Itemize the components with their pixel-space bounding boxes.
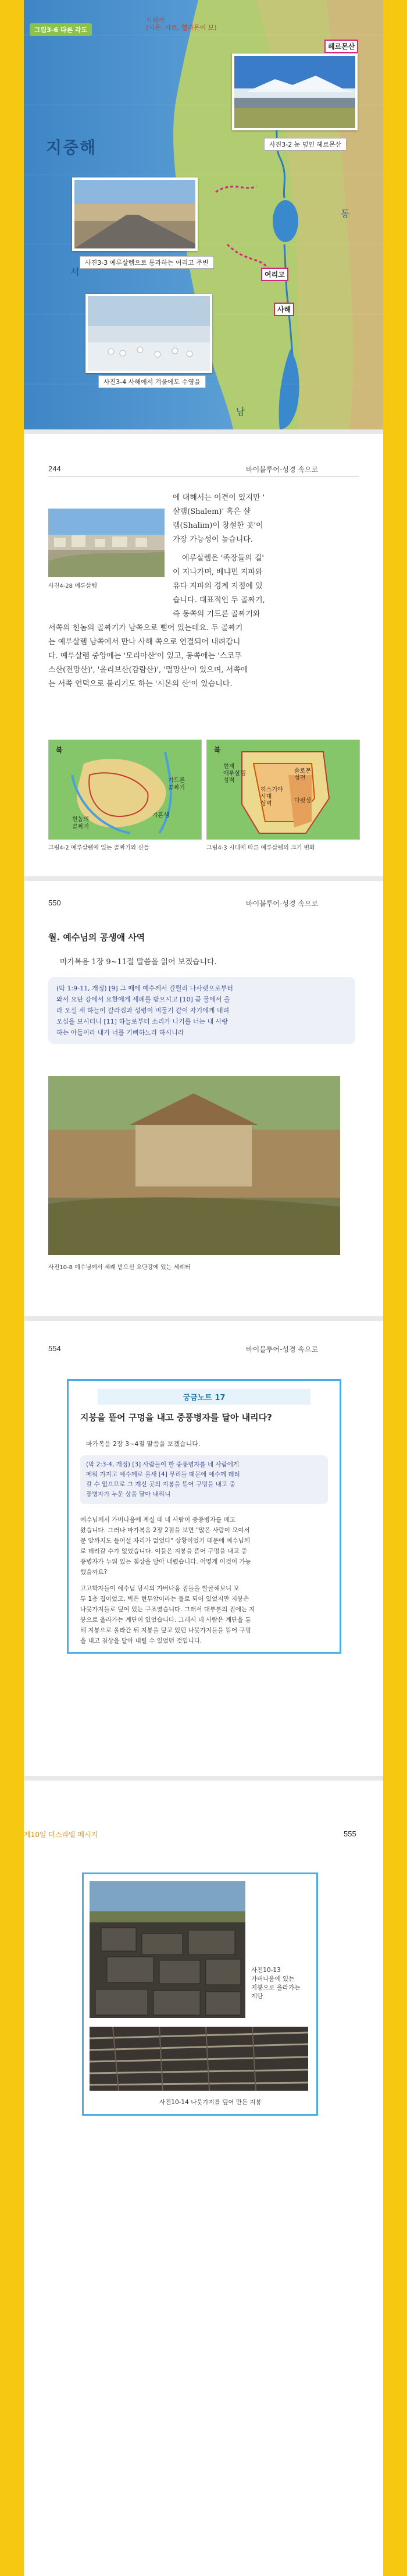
page-554 [24,1321,383,1776]
figure-label: 히스기야 시대 성벽 [260,787,283,807]
curiosity-note [67,1379,341,1654]
compass-south: 남 [236,406,245,417]
page-550 [24,881,383,1316]
galilee-caption: 사진3-4 사해에서 겨울에도 수영을 [98,375,206,388]
page-number: 554 [48,1344,61,1353]
baptism-site-photo [48,1076,340,1255]
jerusalem-caption: 사진4-28 예루살렘 [48,583,97,589]
figure-label: 기드론 [168,777,185,784]
road-photo [72,177,198,251]
valleys-figure [48,740,202,840]
roof-caption: 사진10-14 나뭇가지를 덮어 만든 지붕 [159,2099,262,2106]
north-marker: 북 [56,746,63,754]
roof-photo [90,2027,308,2091]
section-title: 월. 예수님의 공생애 사역 [48,932,145,943]
hermon-caption: 사진3-2 눈 덮인 헤르몬산 [264,138,347,151]
page-separator [24,429,383,434]
figure-label: 골짜기 [168,785,185,791]
page-number: 555 [344,1829,356,1838]
note-scripture-box: (막 2:3-4, 개정) [3] 사람들이 한 중풍병자를 네 사람에게 메워 가지고 예수께로 올새 [4] 무리들 때문에 예수께 데려 갈 수 없으므로 그 계신 곳의 지붕을 뜯어 구멍을 내고 중 풍병자가 누운 상을 달아 내리니 [80,1455,328,1504]
map-title-badge: 그림3-6 다른 각도 [30,23,92,36]
note-label: 궁금노트 17 [98,1389,310,1405]
galilee-photo [85,294,212,373]
photo-panel [82,1873,318,2116]
road-caption: 사진3-3 예루살렘으로 통과하는 여리고 주변 [80,256,214,269]
note-paragraph-1: 예수님께서 가버나움에 계실 때 네 사람이 중풍병자를 메고 왔습니다. 그러나 마가복음 2장 2절을 보면 "많은 사람이 모여서 문 앞까지도 들어설 자리가 없었다" 상황이었기 때문에 예수님께 로 데려갈 수가 없었습니다. 이들은 지붕을 뜯어 구멍을 내고 중 풍병자가 누워 있는 침상을 달아 내렸습니다. 어떻게 이것이 가능 했을까요? [80,1516,251,1576]
page-number: 244 [48,464,61,473]
header-rule [48,476,359,477]
page-244 [24,434,383,876]
compass-east: 동 [341,208,350,219]
sea-label: 지중해 [46,138,97,157]
dead-sea-label: 사해 [274,303,294,316]
running-header: 바이블투어-성경 속으로 [246,466,319,474]
note-intro: 마가복음 2장 3~4절 말씀을 보겠습니다. [86,1440,201,1448]
compass-west: 서 [70,267,80,278]
stairs-photo [90,1881,245,2018]
figure-label: 골짜기 [72,824,89,830]
valleys-caption: 그림4-2 예루살렘에 있는 골짜기와 산들 [48,845,149,851]
region-label: 시리아 (시돈, 사르, 헬라몬이 보) [146,16,217,31]
page-separator [24,876,383,881]
page-map [24,0,383,429]
page-separator [24,1776,383,1781]
page-number: 550 [48,898,61,907]
running-header: 바이블투어-성경 속으로 [246,1345,319,1353]
baptism-caption: 사진10-8 예수님께서 세례 받으신 요단강에 있는 세례터 [48,1264,191,1271]
chapter-header: 제10일 미스라엘 메시지 [24,1831,98,1839]
page-555 [24,1781,383,2576]
jericho-label: 여리고 [261,268,288,281]
figure-label: 기혼샘 [152,812,169,819]
note-title: 지붕을 뜯어 구멍을 내고 중풍병자를 달아 내리다? [80,1412,272,1423]
walls-figure [206,740,360,840]
hermon-label: 헤르몬산 [324,40,358,53]
scripture-box: (막 1:9-11, 개정) [9] 그 때에 예수께서 갈릴리 나사렛으로부터 와서 요단 강에서 요한에게 세례를 받으시고 [10] 곧 물에서 올 라 오실 새 하늘이 갈라짐과 성령이 비둘기 같이 자기에게 내려 오심을 보시더니 [11] 하늘로부터 소리가 나기를 너는 내 사랑 하는 아들이라 내가 너를 기뻐하노라 하시니라 [48,977,355,1044]
paragraph-2: 예루살렘은 '족장들의 길' 이 지나가며, 베냐민 지파와 유다 지파의 경계 지점에 있 습니다. 대표적인 두 골짜기, 즉 동쪽의 기드론 골짜기와 서쪽의 힌놈의 골짜기가 남쪽으로 뻗어 있는데요. 두 골짜기 는 예루살렘 남쪽에서 만나 사해 쪽으로 연결되어 내려갑니 다. 예루살렘 중앙에는 '모리아산'이 있고, 동쪽에는 '스코푸 스산(전망산)', '올리브산(감람산)', '멸망산'이 있으며, 서쪽에 는 서쪽 언덕으로 불리기도 하는 '시몬의 산'이 있습니다. [48,554,265,688]
north-marker: 북 [214,746,221,754]
paragraph-1: 에 대해서는 이견이 있지만 ' 살렘(Shalem)' 혹은 샬 렘(Shalim)이 창설한 곳'이 가장 가능성이 높습니다. [173,493,265,544]
note-paragraph-2: 고고학자들이 예수님 당시의 가버나움 집들을 발굴해보니 모 두 1층 집이었고, 벽은 현무암이라는 돌로 되어 있었지만 지붕은 나뭇가지들로 덮여 있는 구조였습니다. 그래서 대부분의 집에는 지 붕으로 올라가는 계단이 있었습니다. 그래서 네 사람은 계단을 통 해 지붕으로 올라간 뒤 지붕을 덮고 있던 나뭇가지들을 뜯어 구멍 을 내고 침상을 달아 내릴 수 있었던 것입니다. [80,1585,255,1644]
figure-label: 다윗성 [294,798,311,804]
figure-label: 현재 예루살렘 성벽 [223,763,246,784]
walls-caption: 그림4-3 시대에 따른 예루살렘의 크기 변화 [206,845,315,851]
figure-label: 힌놈의 [72,816,89,823]
stairs-caption: 사진10-13 가버나움에 있는 지붕으로 올라가는 계단 [251,1967,301,2000]
page-separator [24,1316,383,1321]
running-header: 바이블투어-성경 속으로 [246,900,319,908]
hermon-photo [232,54,358,130]
figure-label: 솔로몬 성전 [294,768,311,781]
intro-text: 마가복음 1장 9~11절 말씀을 읽어 보겠습니다. [60,958,217,967]
